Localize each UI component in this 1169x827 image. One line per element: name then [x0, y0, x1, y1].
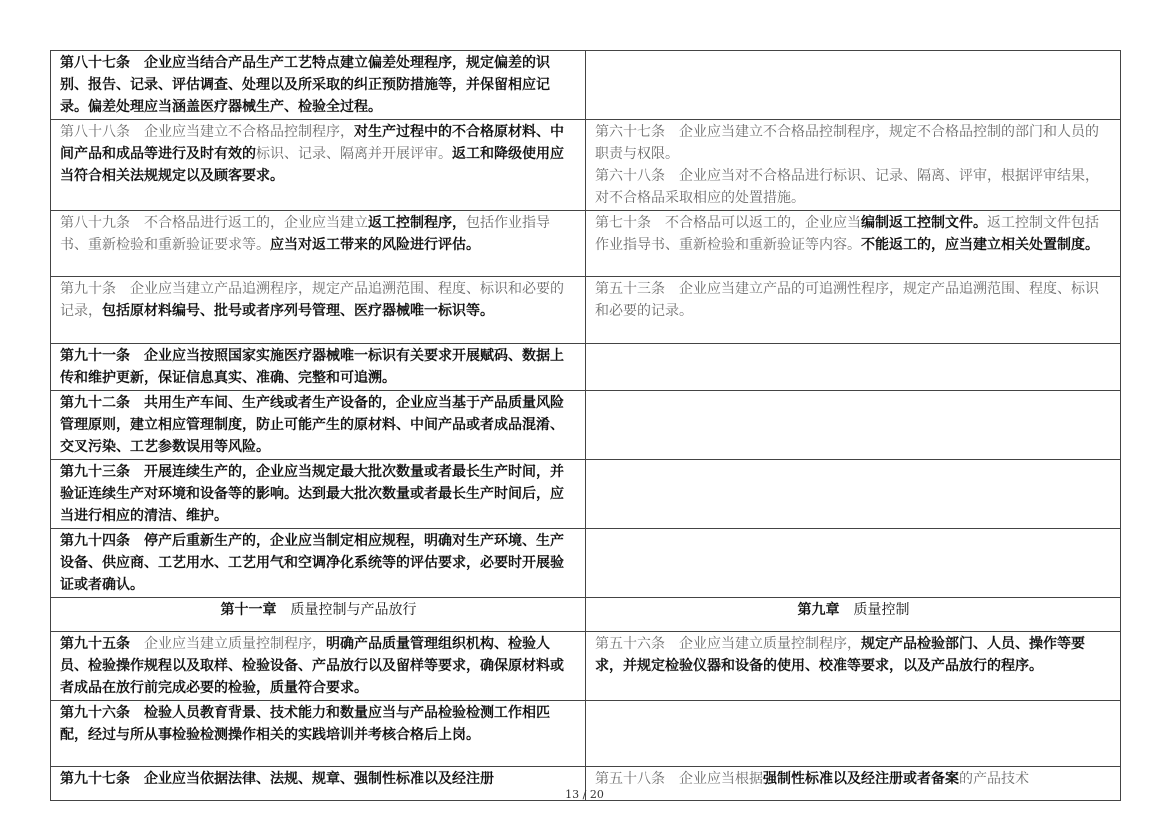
clause-text: 包括作业指导书、重新检验和重新验证要求等。: [60, 215, 550, 253]
table-row: [51, 211, 1121, 277]
clause-text-bold: 明确产品质量管理组织机构、检验人员、检验操作规程以及取样、检验设备、产品放行以及留样等要求，确保原材料或者成品在放行前完成必要的检验，质量符合要求。: [60, 636, 564, 696]
clause-text-bold: 第九十一条 企业应当按照国家实施医疗器械唯一标识有关要求开展赋码、数据上传和维护更新，保证信息真实、准确、完整和可追溯。: [60, 348, 564, 386]
table-row: [51, 632, 1121, 701]
chapter-title: 质量控制: [853, 602, 910, 618]
clause-text-bold: 对生产过程中的不合格原材料、中间产品和成品等进行及时有效的: [60, 124, 564, 162]
clause-text-bold: 第九十六条 检验人员教育背景、技术能力和数量应当与产品检验检测工作相匹配，经过与所从事检验检测操作相关的实践培训并考核合格后上岗。: [60, 705, 550, 743]
clause-text-bold: 应当对返工带来的风险进行评估。: [270, 237, 480, 253]
chapter-number: 第十一章: [220, 602, 277, 618]
chapter-heading-left: [51, 598, 586, 632]
right-cell: [586, 529, 1121, 598]
right-cell: [586, 391, 1121, 460]
clause-text-bold: 第九十四条 停产后重新生产的，企业应当制定相应规程，明确对生产环境、生产设备、供应商、工艺用水、工艺用气和空调净化系统等的评估要求，必要时开展验证或者确认。: [60, 533, 564, 593]
clause-text: 第七十条 不合格品可以返工的，企业应当: [595, 215, 861, 231]
clause-text: 的产品技术: [959, 771, 1029, 787]
clause-text: 第九十条 企业应当建立产品追溯程序，规定产品追溯范围、程度、标识和必要的记录，: [60, 281, 564, 319]
clause-text: 第五十八条 企业应当根据: [595, 771, 763, 787]
table-row: [51, 391, 1121, 460]
clause-text-bold: 强制性标准以及经注册或者备案: [763, 771, 959, 787]
clause-text: 第五十三条 企业应当建立产品的可追溯性程序，规定产品追溯范围、程度、标识和必要的记录。: [595, 281, 1099, 319]
table-row: [51, 701, 1121, 767]
left-cell: [51, 701, 586, 767]
clause-text-bold: 不能返工的，应当建立相关处置制度。: [861, 237, 1099, 253]
chapter-title: 质量控制与产品放行: [290, 602, 417, 618]
table-row: [51, 460, 1121, 529]
table-row: [51, 344, 1121, 391]
table-row: [51, 51, 1121, 120]
table-row: [51, 277, 1121, 344]
clause-text-bold: 第九十五条: [60, 636, 144, 652]
clause-text: 第六十七条 企业应当建立不合格品控制程序，规定不合格品控制的部门和人员的职责与权限。: [595, 124, 1099, 162]
left-cell: [51, 391, 586, 460]
right-cell: [586, 344, 1121, 391]
right-cell: [586, 460, 1121, 529]
clause-text-bold: 包括原材料编号、批号或者序列号管理、医疗器械唯一标识等。: [102, 303, 494, 319]
clause-text: 第八十八条 企业应当建立不合格品控制程序，: [60, 124, 354, 140]
chapter-header-row: [51, 598, 1121, 632]
chapter-heading-right: [586, 598, 1121, 632]
right-cell: [586, 211, 1121, 277]
clause-text-bold: 返工控制程序，: [368, 215, 466, 231]
right-cell: [586, 277, 1121, 344]
chapter-number: 第九章: [797, 602, 840, 618]
clause-text-bold: 第八十七条 企业应当结合产品生产工艺特点建立偏差处理程序，规定偏差的识别、报告、记录、评估调查、处理以及所采取的纠正预防措施等，并保留相应记录。偏差处理应当涵盖医疗器械生产、检验全过程。: [60, 55, 550, 115]
clause-text-bold: 编制返工控制文件。: [861, 215, 987, 231]
clause-text-bold: 规定产品检验部门、人员、操作等要求，并规定检验仪器和设备的使用、校准等要求，以及产品放行的程序。: [595, 636, 1085, 674]
right-cell: [586, 632, 1121, 701]
left-cell: [51, 277, 586, 344]
left-cell: [51, 51, 586, 120]
left-cell: [51, 632, 586, 701]
clause-text: 标识、记录、隔离并开展评审。: [256, 146, 452, 162]
right-cell: [586, 51, 1121, 120]
clause-text: 返工控制文件包括作业指导书、重新检验和重新验证等内容。: [595, 215, 1099, 253]
clause-text-bold: 第九十七条 企业应当依据法律、法规、规章、强制性标准以及经注册: [60, 771, 494, 787]
left-cell: [51, 344, 586, 391]
table-row: [51, 120, 1121, 211]
left-cell: [51, 211, 586, 277]
right-cell: [586, 701, 1121, 767]
page-number: 13 / 20: [565, 788, 604, 801]
left-cell: [51, 120, 586, 211]
regulation-comparison-table: [50, 50, 1121, 801]
left-cell: [51, 529, 586, 598]
clause-text: 第六十八条 企业应当对不合格品进行标识、记录、隔离、评审，根据评审结果，对不合格品采取相应的处置措施。: [595, 168, 1099, 206]
right-cell: [586, 120, 1121, 211]
clause-text: 第五十六条 企业应当建立质量控制程序，: [595, 636, 861, 652]
clause-text-bold: 第九十三条 开展连续生产的，企业应当规定最大批次数量或者最长生产时间，并验证连续生产对环境和设备等的影响。达到最大批次数量或者最长生产时间后，应当进行相应的清洁、维护。: [60, 464, 564, 524]
left-cell: [51, 460, 586, 529]
clause-text-bold: 返工和降级使用应当符合相关法规规定以及顾客要求。: [60, 146, 564, 184]
table-row: [51, 529, 1121, 598]
clause-text: 企业应当建立质量控制程序，: [144, 636, 326, 652]
clause-text: 第八十九条 不合格品进行返工的，企业应当建立: [60, 215, 368, 231]
clause-text-bold: 第九十二条 共用生产车间、生产线或者生产设备的，企业应当基于产品质量风险管理原则，建立相应管理制度，防止可能产生的原材料、中间产品或者成品混淆、交叉污染、工艺参数误用等风险。: [60, 395, 564, 455]
